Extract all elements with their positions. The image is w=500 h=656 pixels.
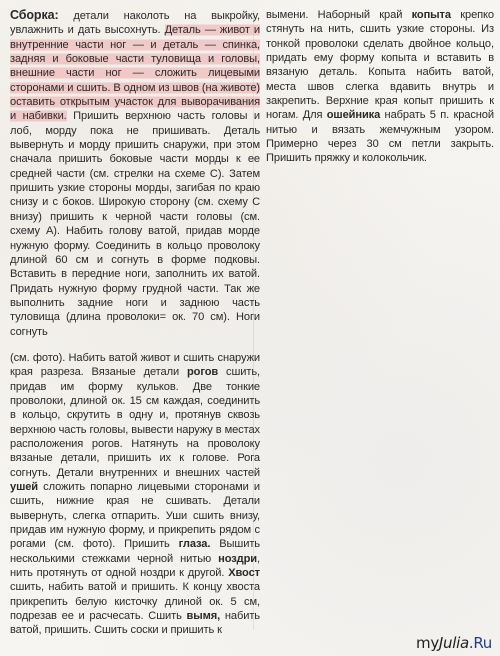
text-run: Пришить верхнюю часть головы и лоб, морду пока не пришивать. Деталь вывернуть и морду пришить снаружи, при этом сначала пришить боковые части морды к ее средней части (см. стрелки на схеме С). Затем пришить узкие стороны морды, загибая по краю снизу и с боков. Широкую сторону (см. схему С внизу) пришить к черной части головы (см. схему А). Набить голову ватой, придав морде нужную форму. Соединить в кольцо проволоку длиной 60 см и согнуть в форме подковы. Вставить в передние ноги, заполнить их ватой. Придать нужную форму грудной части. Так же выполнить задние ноги и заднюю часть туловища (длина проволоки= ок. 70 см). Ноги согнуть xyxy=(10,110,260,338)
text-run: детали наколоть на выкройку, увлажнить и дать высохнуть. xyxy=(10,10,260,37)
term-oshejnika: ошейника xyxy=(326,109,381,122)
term-kopyta: копыта xyxy=(411,9,451,21)
watermark-ru: .Ru xyxy=(468,634,492,652)
left-text-column xyxy=(10,8,260,638)
term-rogov: рогов xyxy=(186,366,219,379)
paragraph-hooves-collar xyxy=(266,8,494,166)
term-vymya: вымя, xyxy=(186,610,221,623)
text-run: сшить, придав им форму кульков. Две тонкие проволоки, длиной ок. 15 см каждая, соединить в кольцо, скрутить в одну и, протянув сквозь верхнюю часть головы, вывести наружу в местах расположения рогов. Натянуть на проволоку вязаные детали, пришить их к голове. Рога согнуть. Детали внутренних и внешних частей xyxy=(10,366,260,479)
text-run: (см. фото). Набить ватой живот и сшить снаружи края разреза. Вязаные детали xyxy=(10,351,260,379)
term-glaza: глаза. xyxy=(178,538,211,551)
text-run: крепко стянуть на нить, сшить узкие стороны. Из тонкой проволоки сделать двойное кольцо, придать ему форму копыта и вставить в вязаную деталь. Копыта набить ватой, места швов слегка вдавить внутрь и закрепить. Верхние края копыт пришить к ногам. Для xyxy=(266,9,495,122)
watermark-my: my xyxy=(416,634,439,652)
text-run: набрать 5 п. красной нитью и вязать жемчужным узором. Примерно через 30 см петли закрыть. Пришить пряжку и колокольчик. xyxy=(266,109,494,165)
watermark-julia: Julia xyxy=(438,634,469,652)
text-run: вымени. Наборный край xyxy=(266,9,412,21)
text-run: сшить, набить ватой и пришить. К концу хвоста прикрепить белую кисточку длиной ок. 5 см, подрезав ее и расчесать. Сшить xyxy=(10,581,260,623)
paragraph-continuation xyxy=(10,351,260,638)
term-hvost: Хвост xyxy=(228,567,260,580)
text-run: , нить протянуть от одной ноздри к другой. xyxy=(10,552,260,580)
text-run: набить ватой, пришить. Сшить соски и пришить к xyxy=(10,610,260,637)
highlighted-text: Деталь — живот и внутренние части ног — и деталь — спинка, задняя и боковые части туловища и головы, внешние части ног — сложить лицевыми сторонами и сшить. В одном из швов (на животе) оставить открытым участок для выворачивания и набивки. xyxy=(10,24,260,123)
right-text-column xyxy=(266,8,494,166)
term-ushey: ушей xyxy=(10,481,39,493)
section-heading: Сборка: xyxy=(10,8,59,22)
text-run: Вышить несколькими стежками черной нитью xyxy=(10,538,260,565)
site-watermark xyxy=(416,634,492,652)
term-nozdri: ноздри xyxy=(218,552,258,565)
paragraph-assembly xyxy=(10,8,260,339)
text-run: сложить попарно лицевыми сторонами и сшить, нижние края не сшивать. Детали вывернуть, слегка отпарить. Уши сшить внизу, придав им нужную форму, и прикрепить рядом с рогами (см. фото). Пришить xyxy=(10,481,260,551)
